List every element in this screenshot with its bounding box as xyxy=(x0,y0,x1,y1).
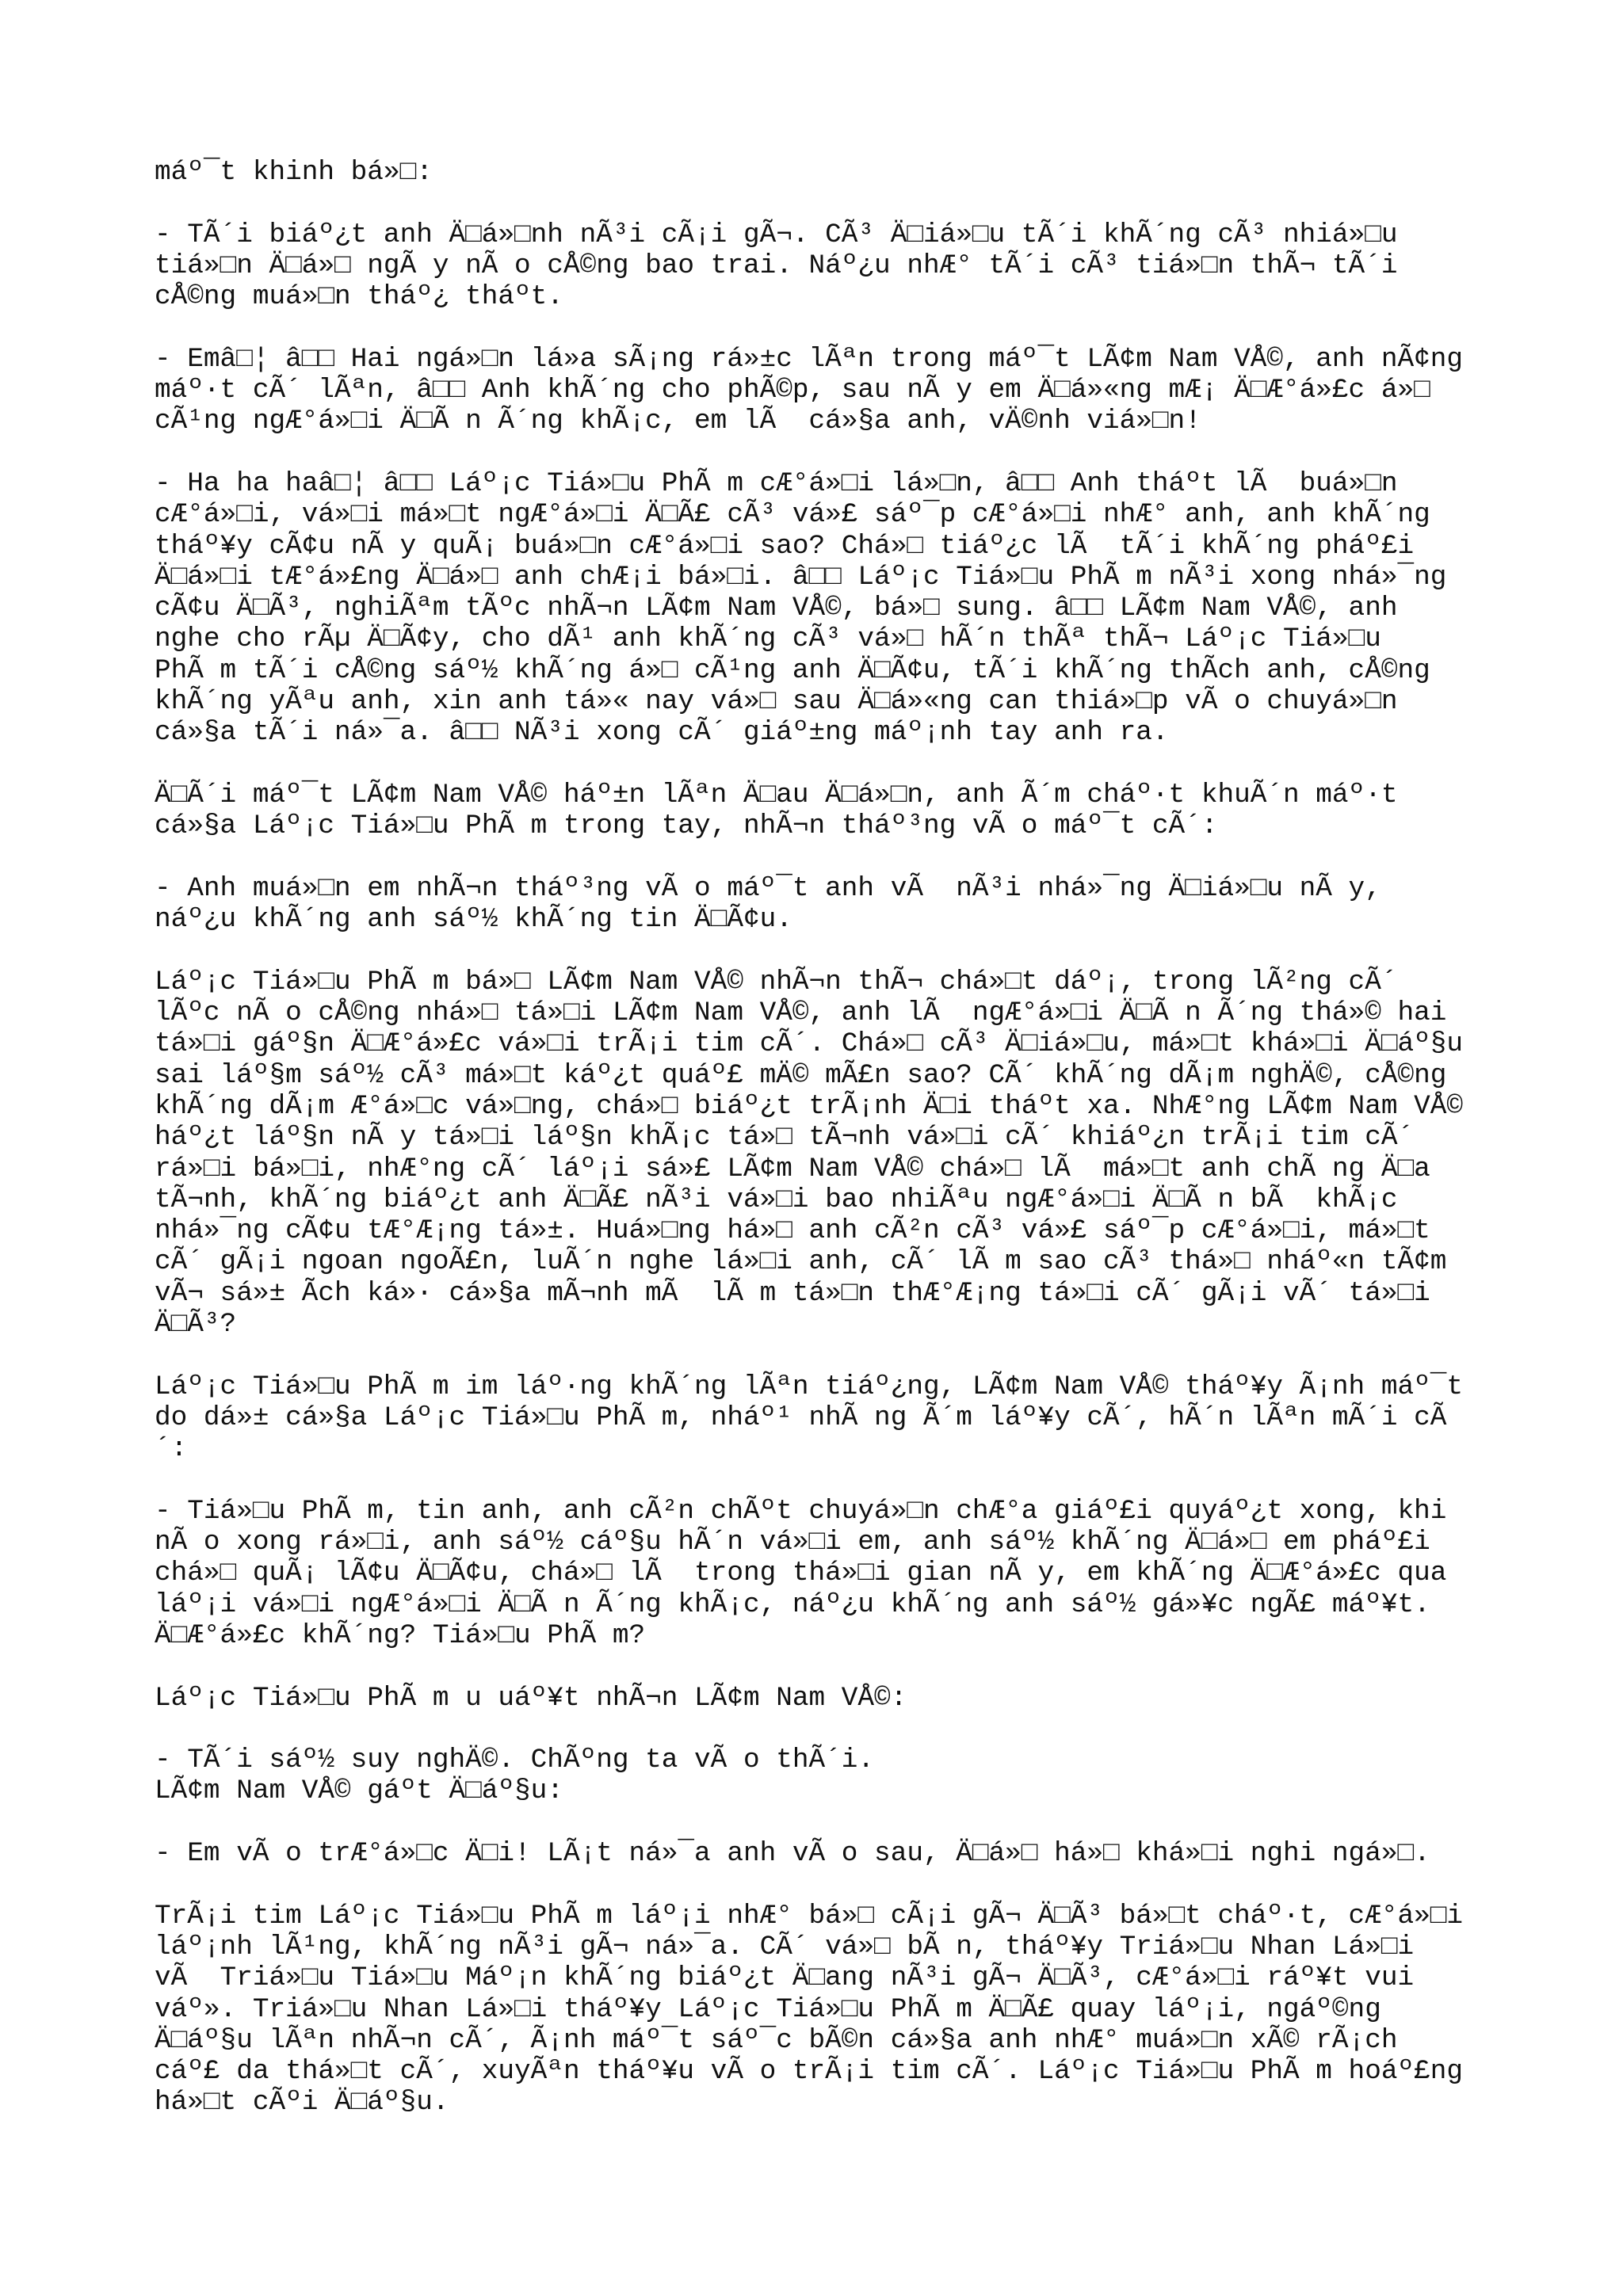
text-line: cá»§a tÃ´i ná»¯a. â□□ NÃ³i xong cÃ´ giáº±ng máº¡nh tay anh ra. xyxy=(155,717,1169,749)
paragraph xyxy=(155,219,1581,313)
text-line: cÃ¢u Ä□Ã³, nghiÃªm tÃºc nhÃ¬n LÃ¢m Nam VÅ©, bá»□ sung. â□□ LÃ¢m Nam VÅ©, anh xyxy=(155,593,1398,624)
text-line: sai láº§m sáº½ cÃ³ má»□t káº¿t quáº£ mÄ© mÃ£n sao? CÃ´ khÃ´ng dÃ¡m nghÄ©, cÅ©ng xyxy=(155,1059,1447,1091)
text-line: háº¿t láº§n nÃ y tá»□i láº§n khÃ¡c tá»□ tÃ¬nh vá»□i cÃ´ khiáº¿n trÃ¡i tim cÃ´ xyxy=(155,1122,1415,1154)
text-line: Láº¡c Tiá»□u PhÃ m im láº·ng khÃ´ng lÃªn tiáº¿ng, LÃ¢m Nam VÅ© tháº¥y Ã¡nh máº¯t xyxy=(155,1371,1464,1402)
text-line: do dá»± cá»§a Láº¡c Tiá»□u PhÃ m, nháº¹ nhÃ ng Ã´m láº¥y cÃ´, hÃ´n lÃªn mÃ´i cÃ xyxy=(155,1402,1447,1433)
text-line: láº¡nh lÃ¹ng, khÃ´ng nÃ³i gÃ¬ ná»¯a. CÃ´ vá»□ bÃ n, tháº¥y Triá»□u Nhan Lá»□i xyxy=(155,1931,1415,1962)
text-line: cÃ¹ng ngÆ°á»□i Ä□Ã n Ã´ng khÃ¡c, em lÃ cá»§a anh, vÄ©nh viá»□n! xyxy=(155,406,1201,437)
paragraph xyxy=(155,157,1581,188)
text-line: Láº¡c Tiá»□u PhÃ m u uáº¥t nhÃ¬n LÃ¢m Nam VÅ©: xyxy=(155,1682,907,1714)
text-line: - Tiá»□u PhÃ m, tin anh, anh cÃ²n chÃºt chuyá»□n chÆ°a giáº£i quyáº¿t xong, khi xyxy=(155,1495,1447,1527)
text-line: - Em vÃ o trÆ°á»□c Ä□i! LÃ¡t ná»¯a anh vÃ o sau, Ä□á»□ há»□ khá»□i nghi ngá»□. xyxy=(155,1838,1430,1870)
text-line: PhÃ m tÃ´i cÅ©ng sáº½ khÃ´ng á»□ cÃ¹ng anh Ä□Ã¢u, tÃ´i khÃ´ng thÃch anh, cÅ©ng xyxy=(155,654,1430,686)
paragraph xyxy=(155,1901,1581,2119)
text-line: váº». Triá»□u Nhan Lá»□i tháº¥y Láº¡c Tiá»□u PhÃ m Ä□Ã£ quay láº¡i, ngáº©ng xyxy=(155,1993,1381,2025)
text-line: Ä□á»□i tÆ°á»£ng Ä□á»□ anh chÆ¡i bá»□i. â□□ Láº¡c Tiá»□u PhÃ m nÃ³i xong nhá»¯ng xyxy=(155,561,1447,593)
text-line: tháº¥y cÃ¢u nÃ y quÃ¡ buá»□n cÆ°á»□i sao? Chá»□ tiáº¿c lÃ tÃ´i khÃ´ng pháº£i xyxy=(155,530,1415,562)
text-line: cÃ´ gÃ¡i ngoan ngoÃ£n, luÃ´n nghe lá»□i anh, cÃ´ lÃ m sao cÃ³ thá»□ nháº«n tÃ¢m xyxy=(155,1246,1447,1278)
paragraph xyxy=(155,344,1581,437)
paragraph xyxy=(155,873,1581,936)
text-line: - Anh muá»□n em nhÃ¬n tháº³ng vÃ o máº¯t anh vÃ nÃ³i nhá»¯ng Ä□iá»□u nÃ y, xyxy=(155,872,1381,904)
text-line: Ä□Ã³? xyxy=(155,1308,237,1340)
text-line: Láº¡c Tiá»□u PhÃ m bá»□ LÃ¢m Nam VÅ© nhÃ¬n thÃ¬ chá»□t dáº¡, trong lÃ²ng cÃ´ xyxy=(155,966,1398,997)
text-line: vÃ¬ sá»± Ãch ká»· cá»§a mÃ¬nh mÃ lÃ m tá»□n thÆ°Æ¡ng tá»□i cÃ´ gÃ¡i vÃ´ tá»□i xyxy=(155,1277,1430,1309)
text-line: cáº£ da thá»□t cÃ´, xuyÃªn tháº¥u vÃ o trÃ¡i tim cÃ´. Láº¡c Tiá»□u PhÃ m hoáº£ng xyxy=(155,2056,1464,2088)
text-line: lÃºc nÃ o cÅ©ng nhá»□ tá»□i LÃ¢m Nam VÅ©, anh lÃ ngÆ°á»□i Ä□Ã n Ã´ng thá»© hai xyxy=(155,997,1447,1029)
text-line: nghe cho rÃµ Ä□Ã¢y, cho dÃ¹ anh khÃ´ng cÃ³ vá»□ hÃ´n thÃª thÃ¬ Láº¡c Tiá»□u xyxy=(155,624,1381,655)
text-line: nhá»¯ng cÃ¢u tÆ°Æ¡ng tá»±. Huá»□ng há»□ anh cÃ²n cÃ³ vá»£ sáº¯p cÆ°á»□i, má»□t xyxy=(155,1215,1430,1247)
text-line: láº¡i vá»□i ngÆ°á»□i Ä□Ã n Ã´ng khÃ¡c, náº¿u khÃ´ng anh sáº½ gá»¥c ngÃ£ máº¥t. xyxy=(155,1589,1430,1620)
text-line: - Ha ha haâ□¦ â□□ Láº¡c Tiá»□u PhÃ m cÆ°á»□i lá»□n, â□□ Anh tháºt lÃ buá»□n xyxy=(155,467,1398,499)
text-line: rá»□i bá»□i, nhÆ°ng cÃ´ láº¡i sá»£ LÃ¢m Nam VÅ© chá»□ lÃ má»□t anh chÃ ng Ä□a xyxy=(155,1153,1430,1184)
text-line: - TÃ´i sáº½ suy nghÄ©. ChÃºng ta vÃ o thÃ´i. xyxy=(155,1745,875,1776)
text-line: há»□t cÃºi Ä□áº§u. xyxy=(155,2087,449,2119)
paragraph xyxy=(155,468,1581,749)
text-line: náº¿u khÃ´ng anh sáº½ khÃ´ng tin Ä□Ã¢u. xyxy=(155,904,792,936)
text-line: tá»□i gáº§n Ä□Æ°á»£c vá»□i trÃ¡i tim cÃ´. Chá»□ cÃ³ Ä□iá»□u, má»□t khá»□i Ä□áº§u xyxy=(155,1028,1464,1060)
text-line: máº·t cÃ´ lÃªn, â□□ Anh khÃ´ng cho phÃ©p, sau nÃ y em Ä□á»«ng mÆ¡ Ä□Æ°á»£c á»□ xyxy=(155,375,1430,406)
text-line: ´: xyxy=(155,1433,188,1465)
text-line: Ä□Æ°á»£c khÃ´ng? Tiá»□u PhÃ m? xyxy=(155,1619,646,1651)
text-line: - Emâ□¦ â□□ Hai ngá»□n lá»a sÃ¡ng rá»±c lÃªn trong máº¯t LÃ¢m Nam VÅ©, anh nÃ¢ng xyxy=(155,343,1464,375)
text-line: cá»§a Láº¡c Tiá»□u PhÃ m trong tay, nhÃ¬n tháº³ng vÃ o máº¯t cÃ´: xyxy=(155,810,1218,842)
text-line: tiá»□n Ä□á»□ ngÃ y nÃ o cÅ©ng bao trai. Náº¿u nhÆ° tÃ´i cÃ³ tiá»□n thÃ¬ tÃ´i xyxy=(155,250,1398,281)
text-line: máº¯t khinh bá»□: xyxy=(155,157,433,188)
text-line: Ä□áº§u lÃªn nhÃ¬n cÃ´, Ã¡nh máº¯t sáº¯c bÃ©n cá»§a anh nhÆ° muá»□n xÃ© rÃ¡ch xyxy=(155,2024,1398,2056)
text-line: - TÃ´i biáº¿t anh Ä□á»□nh nÃ³i cÃ¡i gÃ¬. CÃ³ Ä□iá»□u tÃ´i khÃ´ng cÃ³ nhiá»□u xyxy=(155,219,1398,250)
text-line: TrÃ¡i tim Láº¡c Tiá»□u PhÃ m láº¡i nhÆ° bá»□ cÃ¡i gÃ¬ Ä□Ã³ bá»□t cháº·t, cÆ°á»□i xyxy=(155,1900,1464,1932)
text-line: Ä□Ã´i máº¯t LÃ¢m Nam VÅ© háº±n lÃªn Ä□au Ä□á»□n, anh Ã´m cháº·t khuÃ´n máº·t xyxy=(155,779,1398,810)
document-text xyxy=(155,157,1581,2149)
text-line: khÃ´ng dÃ¡m Æ°á»□c vá»□ng, chá»□ biáº¿t trÃ¡nh Ä□i tháºt xa. NhÆ°ng LÃ¢m Nam VÅ© xyxy=(155,1090,1464,1122)
text-line: vÃ Triá»□u Tiá»□u Máº¡n khÃ´ng biáº¿t Ä□ang nÃ³i gÃ¬ Ä□Ã³, cÆ°á»□i ráº¥t vui xyxy=(155,1962,1415,1994)
paragraph xyxy=(155,1683,1581,1714)
paragraph xyxy=(155,1496,1581,1651)
paragraph xyxy=(155,780,1581,842)
text-line: nÃ o xong rá»□i, anh sáº½ cáº§u hÃ´n vá»□i em, anh sáº½ khÃ´ng Ä□á»□ em pháº£i xyxy=(155,1527,1430,1558)
text-line: chá»□ quÃ¡ lÃ¢u Ä□Ã¢u, chá»□ lÃ trong thá»□i gian nÃ y, em khÃ´ng Ä□Æ°á»£c qua xyxy=(155,1558,1447,1589)
text-line: cÅ©ng muá»□n tháº¿ tháºt. xyxy=(155,281,563,313)
text-line: cÆ°á»□i, vá»□i má»□t ngÆ°á»□i Ä□Ã£ cÃ³ vá»£ sáº¯p cÆ°á»□i nhÆ° anh, anh khÃ´ng xyxy=(155,499,1430,531)
text-line: khÃ´ng yÃªu anh, xin anh tá»« nay vá»□ sau Ä□á»«ng can thiá»□p vÃ o chuyá»□n xyxy=(155,686,1398,718)
paragraph xyxy=(155,1371,1581,1465)
paragraph xyxy=(155,1745,1581,1807)
text-line: LÃ¢m Nam VÅ© gáºt Ä□áº§u: xyxy=(155,1775,563,1807)
paragraph xyxy=(155,1838,1581,1869)
paragraph xyxy=(155,967,1581,1341)
text-line: tÃ¬nh, khÃ´ng biáº¿t anh Ä□Ã£ nÃ³i vá»□i bao nhiÃªu ngÆ°á»□i Ä□Ã n bÃ khÃ¡c xyxy=(155,1184,1398,1215)
